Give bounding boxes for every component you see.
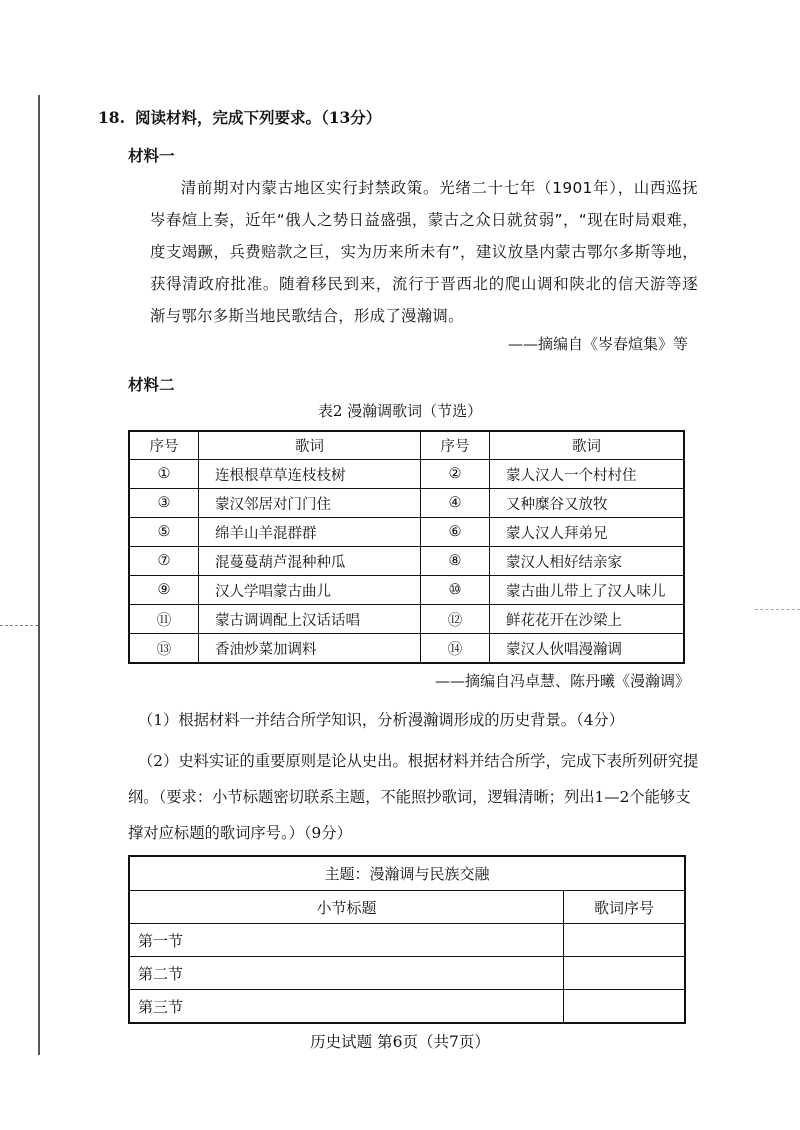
lyric-index: ⑧ xyxy=(421,547,490,576)
outline-section-label: 第三节 xyxy=(129,990,564,1024)
lyric-index: ④ xyxy=(421,489,490,518)
table-row xyxy=(129,605,684,634)
outline-answer-cell[interactable] xyxy=(564,924,686,957)
lyrics-table-header xyxy=(129,431,684,460)
lyric-index: ⑭ xyxy=(421,634,490,664)
header-lyric: 歌词 xyxy=(490,431,685,460)
outline-section-label: 第二节 xyxy=(129,957,564,990)
lyric-text: 蒙人汉人拜弟兄 xyxy=(490,518,685,547)
lyric-index: ⑩ xyxy=(421,576,490,605)
question-header xyxy=(98,106,381,128)
lyric-index: ⑥ xyxy=(421,518,490,547)
outline-header-row xyxy=(129,891,685,924)
outline-header-section-title: 小节标题 xyxy=(129,891,564,924)
page-footer: 历史试题 第6页（共7页） xyxy=(310,1033,490,1051)
cut-line-right xyxy=(755,609,800,610)
binding-margin-line xyxy=(38,95,40,1055)
lyric-index: ⑦ xyxy=(129,547,199,576)
outline-section-label: 第一节 xyxy=(129,924,564,957)
lyric-text: 蒙古调调配上汉话话唱 xyxy=(199,605,421,634)
table-row xyxy=(129,547,684,576)
lyric-index: ① xyxy=(129,460,199,489)
lyric-text: 蒙人汉人一个村村住 xyxy=(490,460,685,489)
header-lyric: 歌词 xyxy=(199,431,421,460)
material1-text: 清前期对内蒙古地区实行封禁政策。光绪二十七年（1901年），山西巡抚岑春煊上奏，近年“俄人之势日益盛强，蒙古之众日就贫弱”，“现在时局艰难，度支竭蹶，兵费赔款之巨，实为历来所未有”，建议放垦内蒙古鄂尔多斯等地，获得清政府批准。随着移民到来，流行于晋西北的爬山调和陕北的信天游等逐渐与鄂尔多斯当地民歌结合，形成了漫瀚调。 xyxy=(150,179,698,325)
lyric-text: 鲜花花开在沙梁上 xyxy=(490,605,685,634)
table-row xyxy=(129,518,684,547)
question-prompt: 阅读材料，完成下列要求。（13分） xyxy=(134,108,382,127)
outline-answer-cell[interactable] xyxy=(564,990,686,1024)
outline-theme: 主题：漫瀚调与民族交融 xyxy=(129,856,685,891)
lyric-index: ⑤ xyxy=(129,518,199,547)
lyric-text: 绵羊山羊混群群 xyxy=(199,518,421,547)
lyrics-table xyxy=(128,430,685,664)
outline-row xyxy=(129,957,685,990)
outline-answer-cell[interactable] xyxy=(564,957,686,990)
lyric-text: 蒙汉人相好结亲家 xyxy=(490,547,685,576)
table-row xyxy=(129,460,684,489)
lyric-text: 蒙汉人伙唱漫瀚调 xyxy=(490,634,685,664)
table-row xyxy=(129,634,684,664)
lyric-index: ⑫ xyxy=(421,605,490,634)
outline-row xyxy=(129,990,685,1024)
header-index: 序号 xyxy=(129,431,199,460)
table-row xyxy=(129,489,684,518)
sub-question-2: （2）史料实证的重要原则是论从史出。根据材料并结合所学，完成下表所列研究提纲。（要求：小节标题密切联系主题，不能照抄歌词，逻辑清晰；列出1—2个能够支撑对应标题的歌词序号。）（9分） xyxy=(128,752,699,842)
question-number: 18. xyxy=(98,108,125,127)
sub-question-1: （1）根据材料一并结合所学知识，分析漫瀚调形成的历史背景。（4分） xyxy=(138,711,625,729)
lyric-text: 汉人学唱蒙古曲儿 xyxy=(199,576,421,605)
lyrics-table-title: 表2 漫瀚调歌词（节选） xyxy=(317,402,483,420)
lyric-text: 香油炒菜加调料 xyxy=(199,634,421,664)
lyric-text: 混蔓蔓葫芦混种种瓜 xyxy=(199,547,421,576)
material2-label: 材料二 xyxy=(128,375,175,394)
material1-source: ——摘编自《岑春煊集》等 xyxy=(507,335,688,353)
header-index: 序号 xyxy=(421,431,490,460)
cut-line-left xyxy=(0,625,38,626)
lyric-index: ⑨ xyxy=(129,576,199,605)
lyrics-table-source: ——摘编自冯卓慧、陈丹曦《漫瀚调》 xyxy=(434,672,690,690)
outline-header-lyric-numbers: 歌词序号 xyxy=(564,891,686,924)
table-row xyxy=(129,576,684,605)
lyric-text: 又种糜谷又放牧 xyxy=(490,489,685,518)
lyric-index: ⑬ xyxy=(129,634,199,664)
lyric-index: ⑪ xyxy=(129,605,199,634)
research-outline-table xyxy=(128,855,686,1024)
lyric-text: 连根根草草连枝枝树 xyxy=(199,460,421,489)
lyric-text: 蒙古曲儿带上了汉人味儿 xyxy=(490,576,685,605)
lyric-index: ② xyxy=(421,460,490,489)
outline-theme-row xyxy=(129,856,685,891)
material1-label: 材料一 xyxy=(128,146,175,165)
lyric-index: ③ xyxy=(129,489,199,518)
lyric-text: 蒙汉邻居对门门住 xyxy=(199,489,421,518)
outline-row xyxy=(129,924,685,957)
